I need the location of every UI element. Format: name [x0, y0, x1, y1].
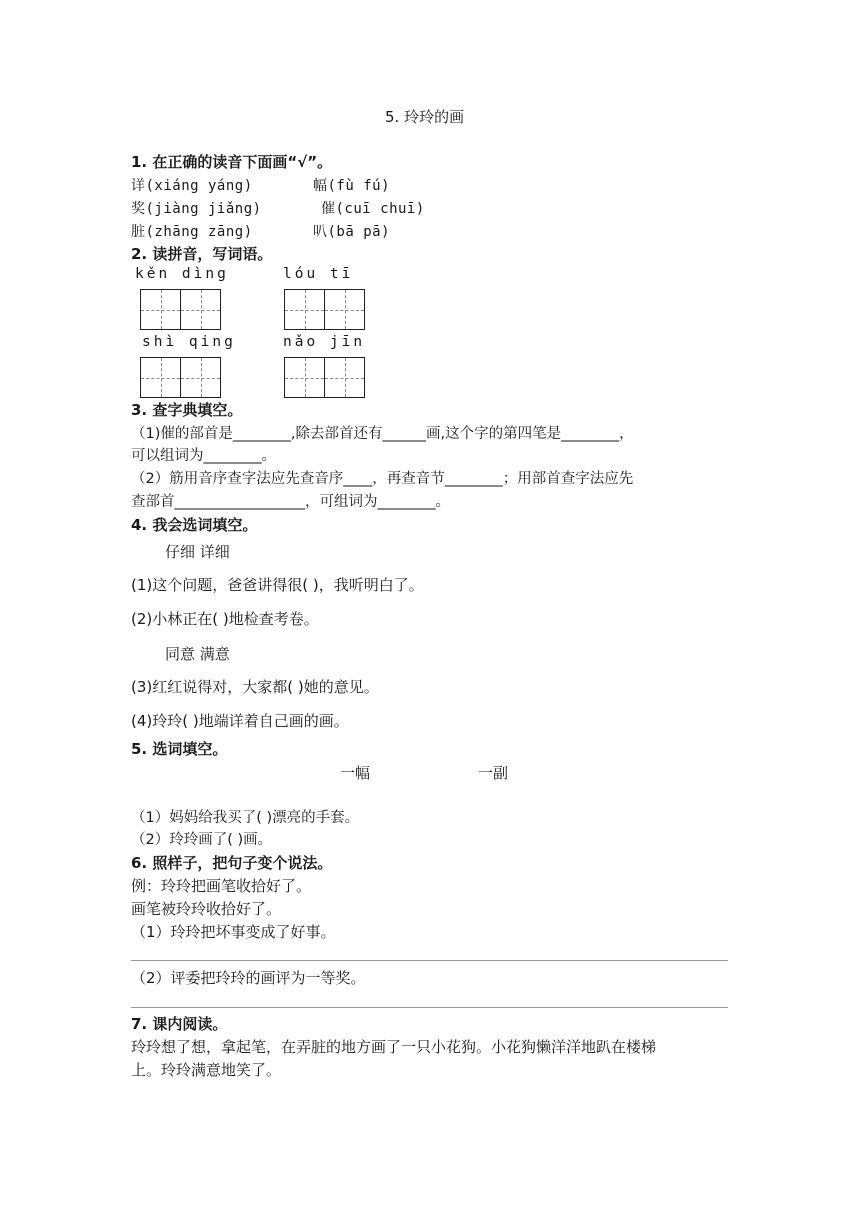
q1-row-2-left: 奖(jiàng jiǎng) [131, 201, 262, 217]
q4-sentence-1: (1)这个问题，爸爸讲得很( )，我听明白了。 [131, 576, 424, 594]
q2-pinyin-1: kěn dìng [135, 266, 229, 282]
q1-row-3-right: 叭(bā pā) [313, 224, 391, 240]
q5-sentence-1: （1）妈妈给我买了( )漂亮的手套。 [131, 810, 360, 826]
q1-row-1-left: 详(xiáng yáng) [131, 178, 253, 194]
q4-heading: 4. 我会选词填空。 [131, 516, 258, 534]
q6-heading: 6. 照样子，把句子变个说法。 [131, 854, 333, 872]
q3-line-1: （1)催的部首是________,除去部首还有______画,这个字的第四笔是________， [131, 426, 634, 442]
q7-passage-line-2: 上。玲玲满意地笑了。 [131, 1061, 282, 1079]
q4-word-options-1: 仔细 详细 [165, 543, 230, 561]
q5-option-1: 一幅 [340, 764, 371, 782]
answer-line-1[interactable] [131, 960, 728, 961]
q2-grid-2[interactable] [284, 289, 364, 330]
q1-row-3-left: 脏(zhāng zāng) [131, 224, 253, 240]
q3-line-4: 查部首__________________，可组词为________。 [131, 494, 450, 510]
writing-box[interactable] [324, 357, 365, 398]
writing-box[interactable] [180, 289, 221, 330]
writing-box[interactable] [180, 357, 221, 398]
q4-sentence-3: (3)红红说得对，大家都( )她的意见。 [131, 678, 379, 696]
q2-pinyin-4: nǎo jīn [283, 334, 366, 350]
writing-box[interactable] [284, 289, 325, 330]
q1-row-1-right: 幅(fù fú) [313, 178, 391, 194]
q1-heading: 1. 在正确的读音下面画“√”。 [131, 153, 333, 171]
q4-word-options-2: 同意 满意 [165, 645, 230, 663]
q3-line-2: 可以组词为________。 [131, 448, 276, 464]
q6-example-2: 画笔被玲玲收拾好了。 [131, 900, 282, 918]
q3-heading: 3. 查字典填空。 [131, 401, 243, 419]
q4-sentence-2: (2)小林正在( )地检查考卷。 [131, 610, 319, 628]
q2-heading: 2. 读拼音，写词语。 [131, 245, 273, 263]
q3-line-3: （2）筋用音序查字法应先查音序____，再查音节________；用部首查字法应先 [131, 471, 634, 487]
q1-row-2-right: 催(cuī chuī) [321, 201, 425, 217]
q6-sentence-1: （1）玲玲把坏事变成了好事。 [131, 923, 336, 941]
answer-line-2[interactable] [131, 1007, 728, 1008]
q6-sentence-2: （2）评委把玲玲的画评为一等奖。 [131, 969, 366, 987]
q7-heading: 7. 课内阅读。 [131, 1015, 228, 1033]
writing-box[interactable] [140, 289, 181, 330]
q6-example-1: 例：玲玲把画笔收拾好了。 [131, 877, 312, 895]
q5-heading: 5. 选词填空。 [131, 740, 228, 758]
writing-box[interactable] [140, 357, 181, 398]
writing-box[interactable] [284, 357, 325, 398]
q2-pinyin-3: shì qing [142, 334, 236, 350]
page-title: 5. 玲玲的画 [385, 108, 465, 126]
q5-sentence-2: （2）玲玲画了( )画。 [131, 832, 273, 848]
q5-option-2: 一副 [478, 764, 509, 782]
q4-sentence-4: (4)玲玲( )地端详着自己画的画。 [131, 712, 349, 730]
writing-box[interactable] [324, 289, 365, 330]
q2-pinyin-2: lóu tī [283, 266, 354, 282]
q2-grid-1[interactable] [140, 289, 220, 330]
q7-passage-line-1: 玲玲想了想，拿起笔，在弄脏的地方画了一只小花狗。小花狗懒洋洋地趴在楼梯 [131, 1038, 657, 1056]
q2-grid-4[interactable] [284, 357, 364, 398]
q2-grid-3[interactable] [140, 357, 220, 398]
